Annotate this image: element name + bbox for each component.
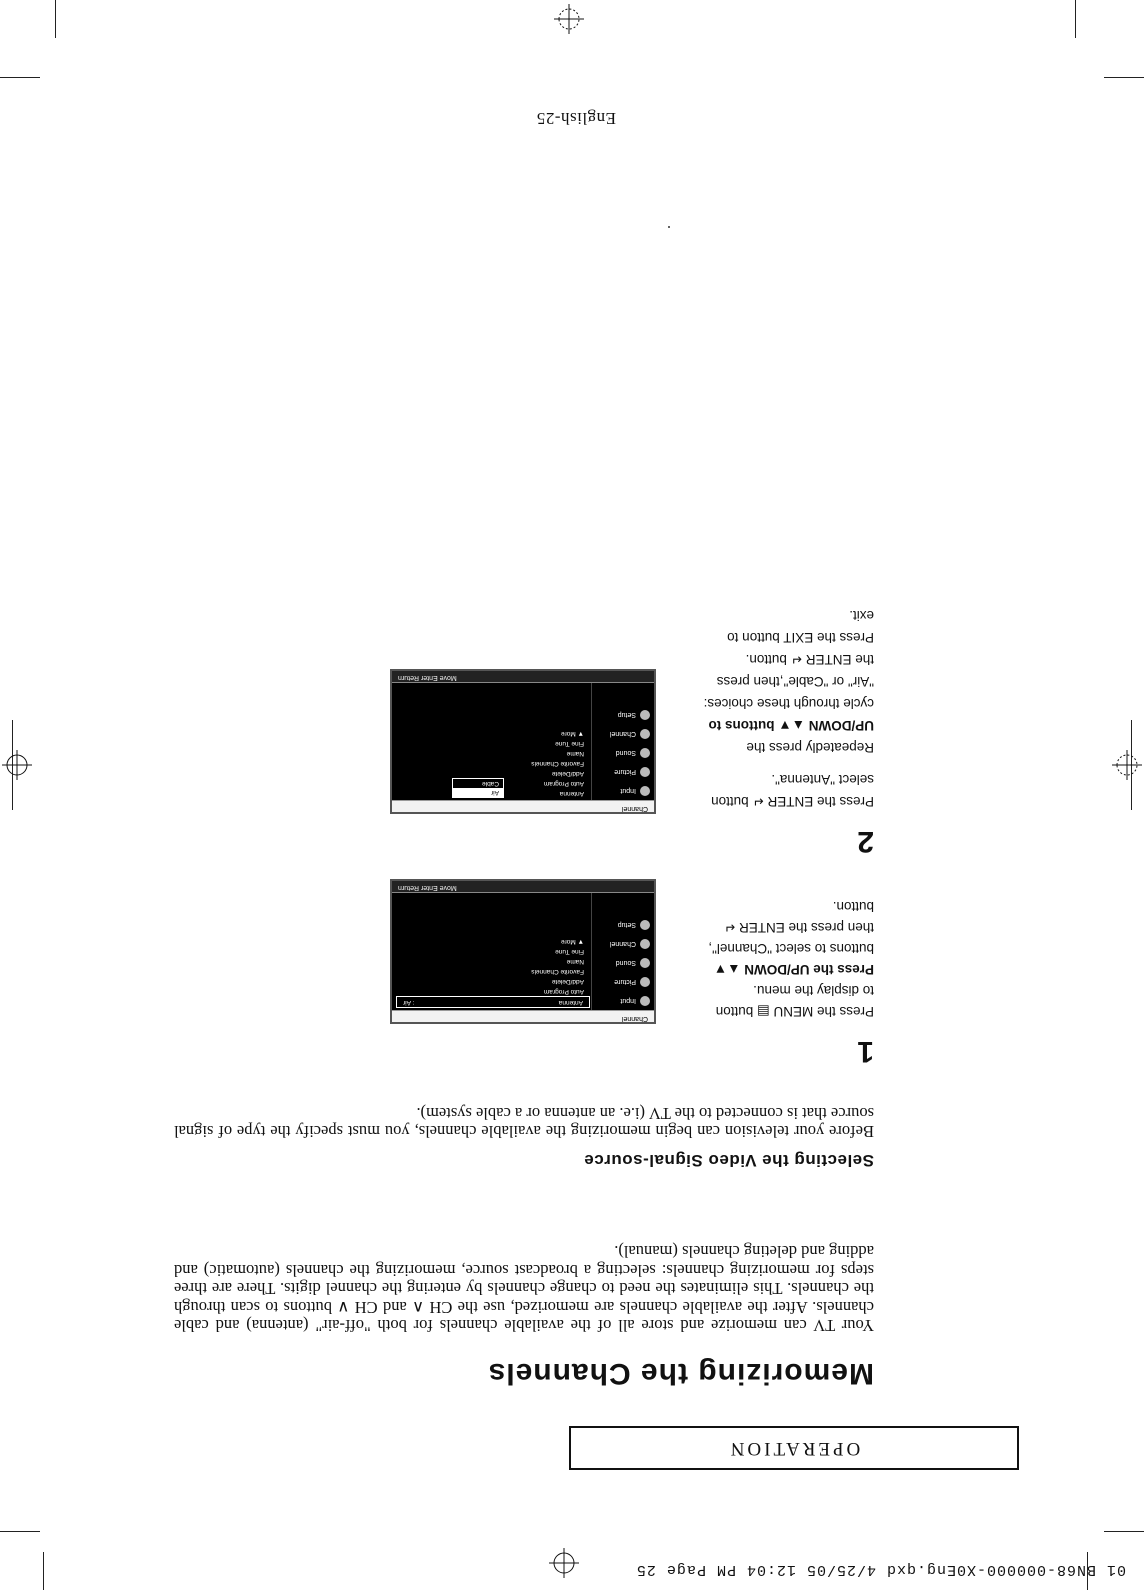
registration-mark-icon — [549, 1548, 579, 1578]
menu-row-auto-program: Auto Program — [543, 780, 584, 787]
step-1-number: 1 — [857, 1035, 874, 1068]
crop-mark — [55, 0, 56, 38]
menu-row-add-delete: Add/Delete — [551, 770, 584, 777]
section-tab — [569, 1426, 1019, 1470]
sidebar-item-sound: Sound — [592, 953, 654, 972]
step-1-text — [674, 896, 874, 1022]
step-2-line: the ENTER ↵ button. — [745, 652, 874, 667]
sidebar-item-channel: Channel — [592, 724, 654, 743]
screen-title: Channel — [621, 805, 648, 812]
menu-row-favorite-channels: Favorite Channels — [531, 760, 584, 767]
step-2-line: "Air" or "Cable",then press — [716, 674, 874, 689]
menu-row-add-delete: Add/Delete — [551, 978, 584, 985]
step-2-line: cycle through these choices: — [703, 696, 874, 711]
print-slug: 01 BN68-000000-X0Eng.qxd 4/25/05 12:04 PM Page 25 — [635, 1561, 1126, 1578]
menu-row-auto-program: Auto Program — [543, 988, 584, 995]
subheading-paragraph: Before your television can begin memorizing the available channels, you must specify the type of signal source that is connected to the TV (i.e. an antenna or a cable system). — [174, 1103, 874, 1141]
step-1-line: then press the ENTER ↵ — [723, 920, 874, 935]
screen-title-bar — [392, 1010, 654, 1022]
step-2-number: 2 — [857, 825, 874, 858]
menu-row-antenna: Antenna — [559, 790, 584, 797]
sidebar-item-input: Input — [592, 991, 654, 1010]
registration-mark-icon — [2, 750, 32, 780]
step-2-line: Press the EXIT button to — [727, 630, 874, 645]
step-1-line: Press the UP/DOWN ▲▼ — [713, 962, 874, 977]
sidebar-item-input: Input — [592, 781, 654, 800]
crop-mark — [0, 77, 40, 78]
step-2-spacer — [674, 758, 874, 768]
step-2-line: Press the ENTER ↵ button — [711, 794, 874, 809]
sidebar-item-picture: Picture — [592, 972, 654, 991]
crop-mark — [43, 1552, 44, 1590]
sidebar-item-sound: Sound — [592, 743, 654, 762]
page-footer: English-25 — [536, 109, 616, 128]
step-2-text — [674, 604, 874, 812]
registration-mark-icon — [1112, 750, 1142, 780]
subheading: Selecting the Video Signal-source — [583, 1151, 874, 1170]
screen-title: Channel — [621, 1015, 648, 1022]
step-2-line: UP/DOWN ▲▼ buttons to — [708, 718, 874, 733]
menu-row-name: Name — [566, 750, 584, 757]
tv-screen-antenna-popup — [390, 669, 656, 814]
step-2-line: exit. — [849, 608, 874, 623]
crop-mark — [1104, 77, 1144, 78]
menu-row-favorite-channels: Favorite Channels — [531, 968, 584, 975]
step-1-line: to display the menu. — [753, 983, 874, 998]
screen-sidebar — [591, 683, 654, 800]
intro-paragraph: Your TV can memorize and store all of the available channels for both "off-air" (antenna) and cable channels. After the available channels are memorized, use the CH ∧ and CH ∨ buttons to scan through the channels. This eliminates the need to change channels by entering the channel digits. There are three steps for memorizing channels: selecting a broadcast source, memorizing the channels (automatic) and adding and deleting channels (manual). — [174, 1242, 874, 1335]
menu-row-more: ▼ More — [560, 730, 584, 737]
antenna-options-popup — [452, 778, 504, 798]
sidebar-item-channel: Channel — [592, 934, 654, 953]
screen-menu-list — [396, 893, 590, 1008]
menu-row-more: ▼ More — [560, 938, 584, 945]
step-1-line: buttons to select "Channel", — [708, 941, 874, 956]
menu-row-antenna: Antenna : Air — [396, 996, 590, 1008]
step-1-line: Press the MENU ▤ button — [715, 1004, 874, 1019]
screen-title-bar — [392, 800, 654, 812]
screen-help-bar: Move Enter Return — [392, 671, 654, 683]
popup-option-air: Air — [453, 788, 503, 797]
tv-screen-channel-menu — [390, 879, 656, 1024]
section-label: OPERATION — [727, 1438, 861, 1459]
menu-row-fine-tune: Fine Tune — [555, 948, 584, 955]
menu-row-fine-tune: Fine Tune — [555, 740, 584, 747]
popup-option-cable: Cable — [482, 780, 499, 787]
sidebar-item-setup: Setup — [592, 915, 654, 934]
menu-row-name: Name — [566, 958, 584, 965]
print-speck — [668, 226, 670, 228]
crop-mark — [1104, 1531, 1144, 1532]
step-2-line: Repeatedly press the — [746, 740, 874, 755]
page-title: Memorizing the Channels — [487, 1357, 874, 1390]
screen-sidebar — [591, 893, 654, 1010]
screen-help-bar: Move Enter Return — [392, 881, 654, 893]
crop-mark — [1075, 0, 1076, 38]
step-2-line: select "Antenna". — [771, 772, 874, 787]
sidebar-item-setup: Setup — [592, 705, 654, 724]
registration-mark-icon — [554, 4, 584, 34]
step-1-line: button. — [832, 899, 874, 914]
sidebar-item-picture: Picture — [592, 762, 654, 781]
crop-mark — [0, 1531, 40, 1532]
